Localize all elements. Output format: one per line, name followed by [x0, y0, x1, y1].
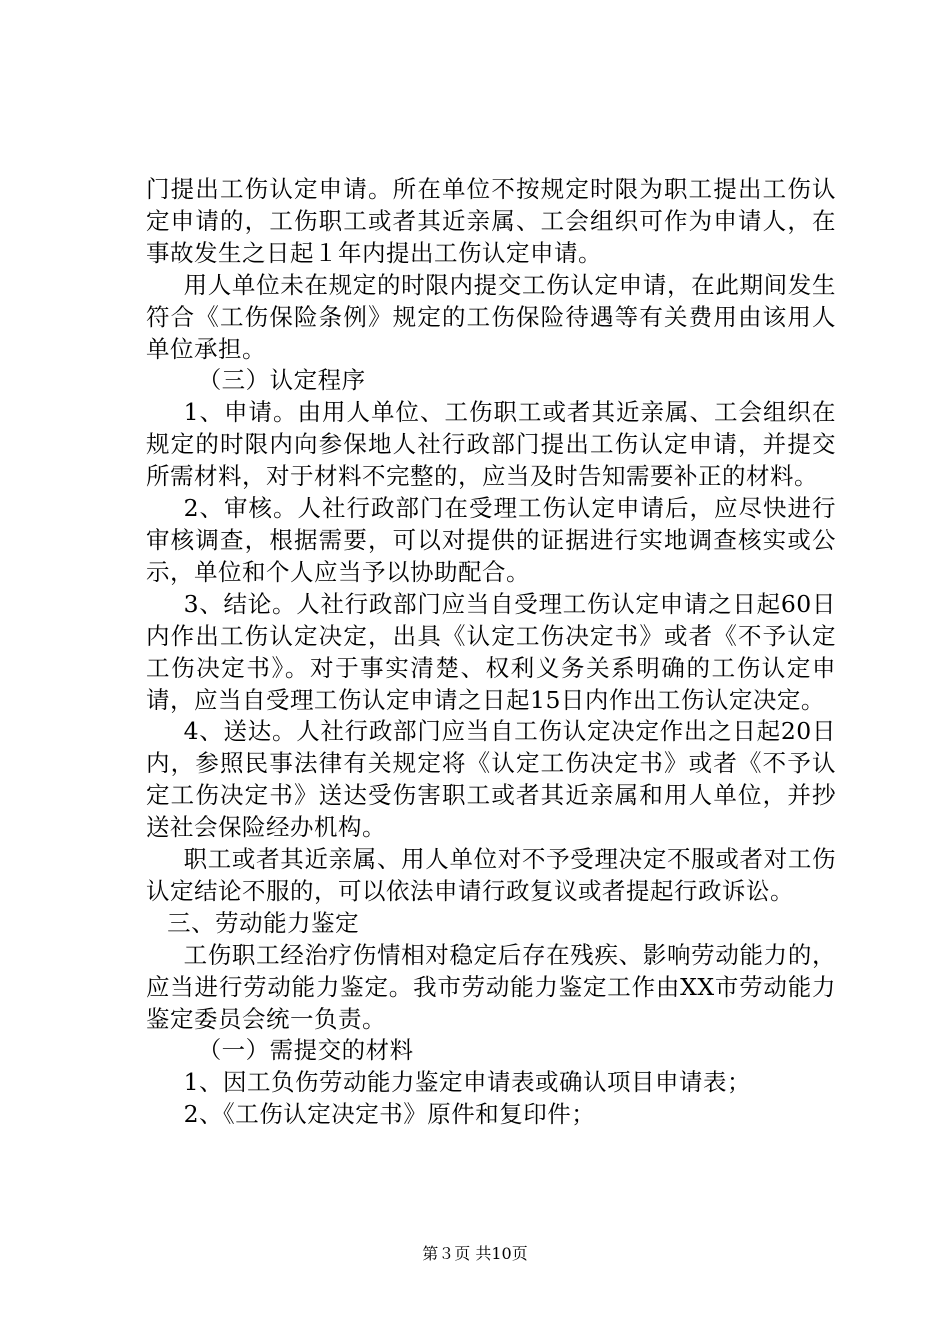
page-footer: 第３页 共10页: [422, 1244, 528, 1263]
section-heading-labor-capacity: 三、劳动能力鉴定: [167, 908, 360, 937]
paragraph-conclusion: 3、结论。人社行政部门应当自受理工伤认定申请之日起60日内作出工伤认定决定，出具《认定工伤决定书》或者《不予认定工伤决定书》。对于事实清楚、权利义务关系明确的工伤认定申请，应当自受理工伤认定申请之日起15日内作出工伤认定决定。: [146, 589, 836, 714]
paragraph-appeal: 职工或者其近亲属、用人单位对不予受理决定不服或者对工伤认定结论不服的，可以依法申请行政复议或者提起行政诉讼。: [146, 845, 836, 905]
paragraph-1: 门提出工伤认定申请。所在单位不按规定时限为职工提出工伤认定申请的，工伤职工或者其近亲属、工会组织可作为申请人，在事故发生之日起１年内提出工伤认定申请。: [146, 175, 836, 267]
list-item-material-2: 2、《工伤认定决定书》原件和复印件；: [183, 1100, 596, 1129]
section-heading-materials: （一）需提交的材料: [197, 1036, 414, 1065]
paragraph-delivery: 4、送达。人社行政部门应当自工伤认定决定作出之日起20日内，参照民事法律有关规定将《认定工伤决定书》或者《不予认定工伤决定书》送达受伤害职工或者其近亲属和用人单位，并抄送社会保险经办机构。: [146, 717, 836, 842]
paragraph-review: 2、审核。人社行政部门在受理工伤认定申请后，应尽快进行审核调查，根据需要，可以对提供的证据进行实地调查核实或公示，单位和个人应当予以协助配合。: [146, 494, 836, 586]
paragraph-labor-capacity: 工伤职工经治疗伤情相对稳定后存在残疾、影响劳动能力的，应当进行劳动能力鉴定。我市劳动能力鉴定工作由XX市劳动能力鉴定委员会统一负责。: [146, 940, 836, 1033]
list-item-material-1: 1、因工负伤劳动能力鉴定申请表或确认项目申请表；: [183, 1068, 752, 1097]
paragraph-application: 1、申请。由用人单位、工伤职工或者其近亲属、工会组织在规定的时限内向参保地人社行政部门提出工伤认定申请，并提交所需材料，对于材料不完整的，应当及时告知需要补正的材料。: [146, 398, 836, 491]
section-heading-procedure: （三）认定程序: [197, 366, 366, 395]
document-body: [146, 174, 836, 1131]
paragraph-2: 用人单位未在规定的时限内提交工伤认定申请，在此期间发生符合《工伤保险条例》规定的工伤保险待遇等有关费用由该用人单位承担。: [146, 270, 836, 363]
